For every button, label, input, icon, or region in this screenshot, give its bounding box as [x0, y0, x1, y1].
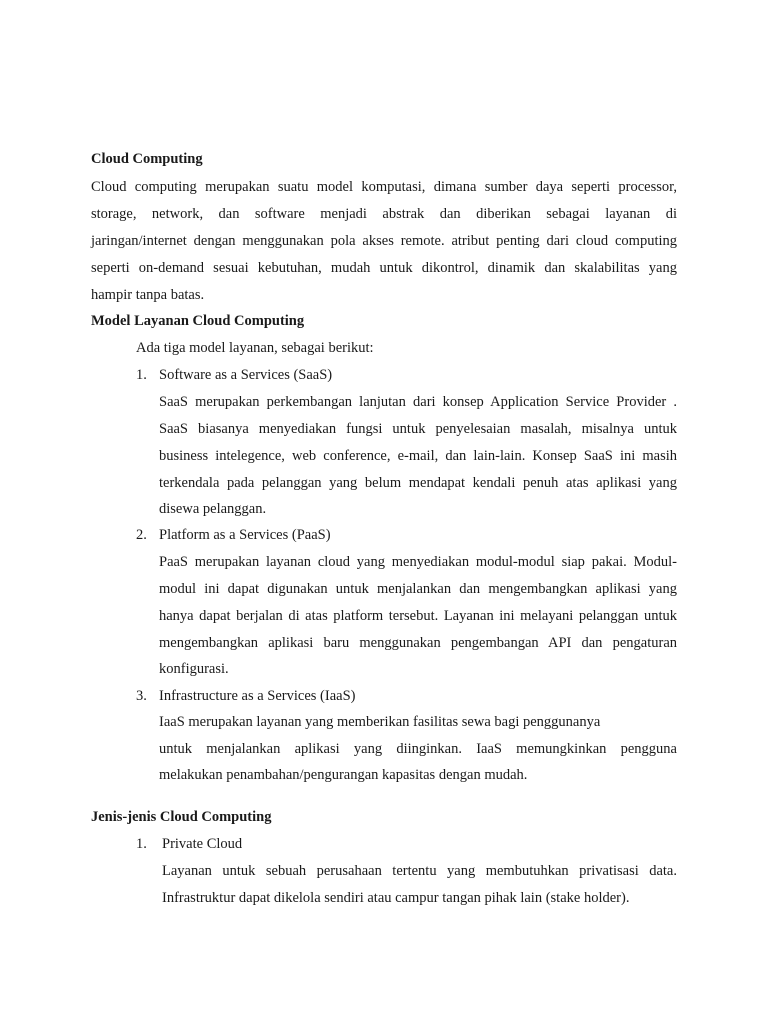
list-item-line: Infrastruktur dapat dikelola sendiri atau campur tangan pihak lain (stake holder). — [162, 890, 630, 906]
list-item-line: melakukan penambahan/pengurangan kapasitas dengan mudah. — [159, 767, 528, 783]
list-item-line: PaaS merupakan layanan cloud yang menyediakan modul-modul siap pakai. Modul- — [159, 554, 677, 570]
list-item-line: Layanan untuk sebuah perusahaan tertentu yang membutuhkan privatisasi data. — [162, 863, 677, 879]
list-item-line: business intelegence, web conference, e-mail, dan lain-lain. Konsep SaaS ini masih — [159, 448, 677, 464]
list-item-line: untuk menjalankan aplikasi yang diinginkan. IaaS memungkinkan pengguna — [159, 741, 677, 757]
paragraph-line: seperti on-demand sesuai kebutuhan, mudah untuk dikontrol, dinamik dan skalabilitas yang — [91, 260, 677, 276]
list-item-line: IaaS merupakan layanan yang memberikan fasilitas sewa bagi penggunanya — [159, 714, 601, 730]
list-number: 1. — [136, 367, 147, 383]
list-item-title-iaas: Infrastructure as a Services (IaaS) — [159, 688, 356, 704]
list-item-line: hanya dapat berjalan di atas platform tersebut. Layanan ini melayani pelanggan untuk — [159, 608, 677, 624]
list-number: 2. — [136, 527, 147, 543]
paragraph-line: jaringan/internet dengan menggunakan pola akses remote. atribut penting dari cloud computing — [91, 233, 677, 249]
list-item-title-saas: Software as a Services (SaaS) — [159, 367, 333, 383]
section-heading-jenis-jenis: Jenis-jenis Cloud Computing — [91, 809, 272, 825]
intro-text: Ada tiga model layanan, sebagai berikut: — [136, 340, 374, 356]
paragraph-line: Cloud computing merupakan suatu model komputasi, dimana sumber daya seperti processor, — [91, 179, 677, 195]
list-number: 1. — [136, 836, 147, 852]
list-item-line: konfigurasi. — [159, 661, 229, 677]
list-item-line: mengembangkan aplikasi baru menggunakan pengembangan API dan pengaturan — [159, 635, 677, 651]
section-heading-model-layanan: Model Layanan Cloud Computing — [91, 313, 305, 329]
list-item-line: terkendala pada pelanggan yang belum mendapat kendali penuh atas aplikasi yang — [159, 475, 677, 491]
list-item-title-paas: Platform as a Services (PaaS) — [159, 527, 331, 543]
list-number: 3. — [136, 688, 147, 704]
list-item-line: modul ini dapat digunakan untuk menjalankan dan mengembangkan aplikasi yang — [159, 581, 677, 597]
paragraph-line: storage, network, dan software menjadi abstrak dan diberikan sebagai layanan di — [91, 206, 677, 222]
section-heading-cloud-computing: Cloud Computing — [91, 151, 203, 167]
paragraph-line: hampir tanpa batas. — [91, 287, 205, 303]
list-item-line: SaaS merupakan perkembangan lanjutan dari konsep Application Service Provider . — [159, 394, 677, 410]
list-item-title-private-cloud: Private Cloud — [162, 836, 243, 852]
list-item-line: disewa pelanggan. — [159, 501, 267, 517]
list-item-line: SaaS biasanya menyediakan fungsi untuk penyelesaian masalah, misalnya untuk — [159, 421, 677, 437]
